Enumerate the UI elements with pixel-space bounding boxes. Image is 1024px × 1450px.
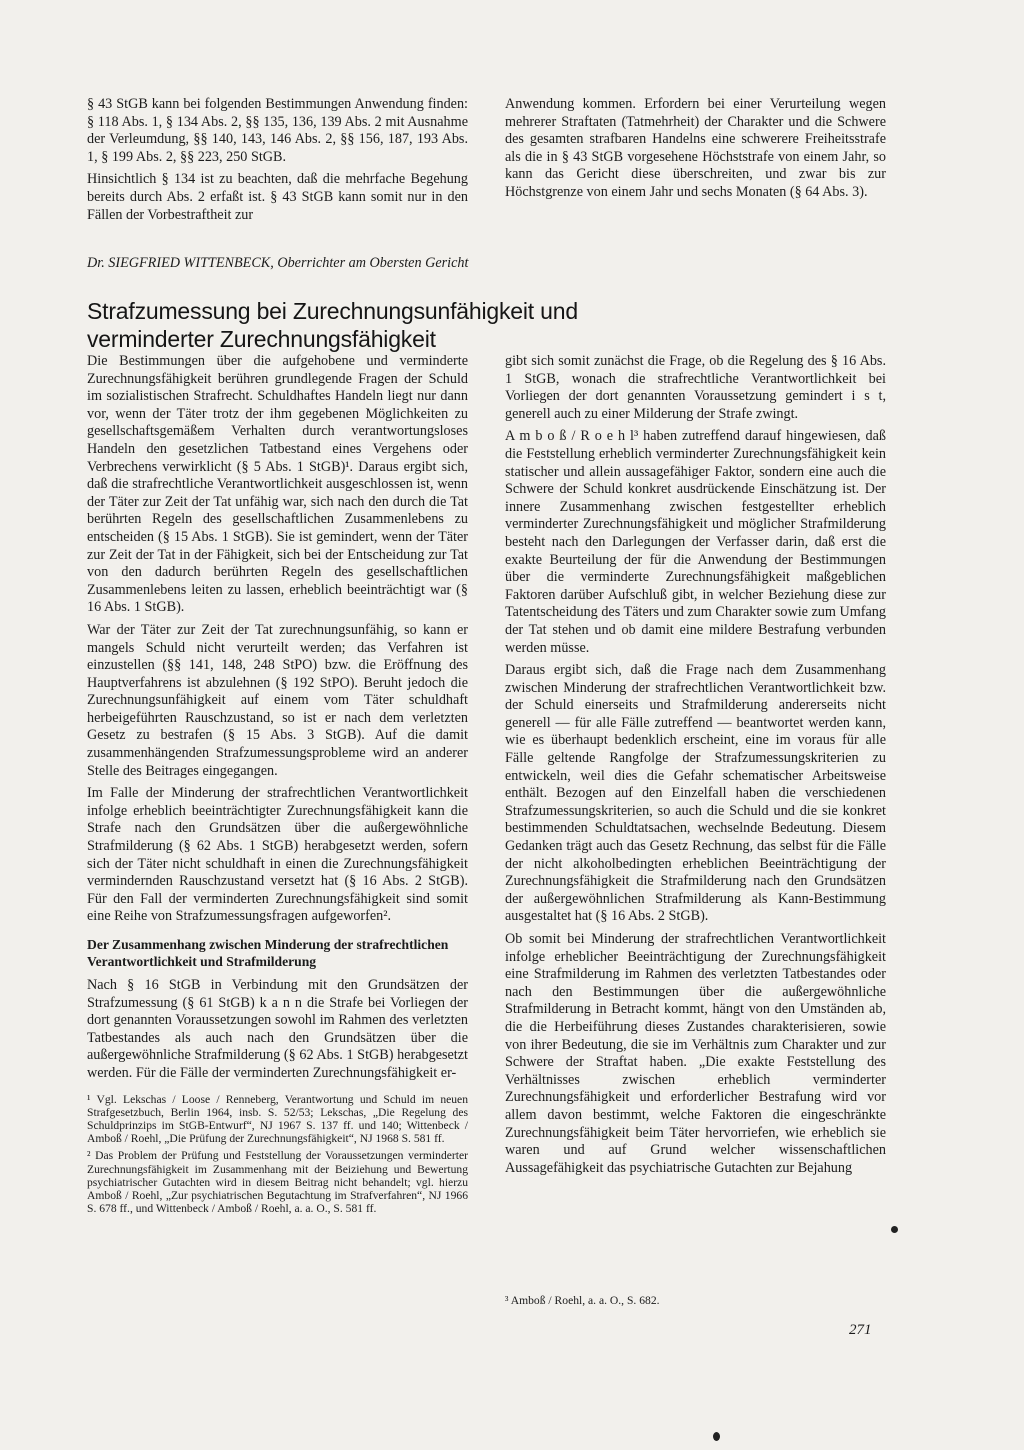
section-paragraph-left: Nach § 16 StGB in Verbindung mit den Grundsätzen der Strafzumessung (§ 61 StGB) k a n n die Strafe bei Vorliegen der dort genannten Voraussetzungen sowohl im Rahmen des verletzten Tatbestandes als auch nach den Grundsätzen über die außergewöhnliche Strafmilderung (§ 62 Abs. 1 StGB) herabgesetzt werden. Für die Fälle der verminderten Zurechnungsfähigkeit er- — [87, 977, 468, 1081]
top-left-paragraph-1: § 43 StGB kann bei folgenden Bestimmungen Anwendung finden: § 118 Abs. 1, § 134 Abs. 2, §§ 135, 136, 139 Abs. 2 mit Ausnahme der Verleumdung, §§ 140, 143, 146 Abs. 2, §§ 156, 187, 193 Abs. 1, § 199 Abs. 2, §§ 223, 250 StGB. — [87, 96, 468, 165]
body-paragraph-3: Im Falle der Minderung der strafrechtlichen Verantwortlichkeit infolge erheblich beeinträchtigter Zurechnungsfähigkeit kann die Strafe nach den Grundsätzen über die außergewöhnliche Strafmilderung (§ 62 Abs. 1 StGB) herabgesetzt werden, sofern sich der Täter nicht schuldhaft in einen die Zurechnungsfähigkeit vermindernden Rauschzustand versetzt hat (§ 16 Abs. 2 StGB). Für den Fall der verminderten Zurechnungsfähigkeit sind somit eine Reihe von Strafzumessungsfragen aufgeworfen². — [87, 785, 468, 925]
section-heading: Der Zusammenhang zwischen Minderung der strafrechtlichen Verantwortlichkeit und Strafmilderung — [87, 937, 449, 969]
right-paragraph-4: Ob somit bei Minderung der strafrechtlichen Verantwortlichkeit infolge erheblicher Beeinträchtigung der Zurechnungsfähigkeit eine Strafmilderung im Rahmen des verletzten Tatbestandes oder nach den Bestimmungen über die außergewöhnliche Strafmilderung in Betracht kommt, hängt von den Umständen ab, die die Herbeiführung dieses Zustandes charakterisieren, sowie von ihrer Bedeutung, die sie im Verhältnis zum Charakter und zur Schwere der Straftat haben. „Die exakte Feststellung des Verhältnisses zwischen erheblich verminderter Zurechnungsfähigkeit und erforderlicher Bestrafung wird vor allem davon bestimmt, welche Faktoren die eingeschränkte Zurechnungsfähigkeit beim Täter hervorriefen, wie erheblich sie waren und auf Grund welcher wissenschaftlichen Aussagefähigkeit das psychiatrische Gutachten zur Bejahung — [505, 931, 886, 1176]
top-left-paragraph-2: Hinsichtlich § 134 ist zu beachten, daß die mehrfache Begehung bereits durch Abs. 2 erfaßt ist. § 43 StGB kann somit nur in den Fällen der Vorbestraftheit zur — [87, 171, 468, 223]
top-right-paragraph-1: Anwendung kommen. Erfordern bei einer Verurteilung wegen mehrerer Straftaten (Tatmehrheit) der Charakter und die Schwere des gesamten strafbaren Handelns eine schwerere Freiheitsstrafe als die in § 43 StGB vorgesehene Höchststrafe von einem Jahr, so kann das Gericht diese überschreiten, und zwar bis zur Höchstgrenze von einem Jahr und sechs Monaten (§ 64 Abs. 3). — [505, 96, 886, 200]
body-paragraph-1: Die Bestimmungen über die aufgehobene und verminderte Zurechnungsfähigkeit berühren grundlegende Fragen der Schuld im sozialistischen Strafrecht. Schuldhaftes Handeln liegt nur dann vor, wenn der Täter trotz der ihm gegebenen Möglichkeiten zu gesellschaftsgemäßem Verhalten durch verantwortungsloses Handeln den gesetzlichen Tatbestand eines Vergehens oder Verbrechens verwirklicht (§ 5 Abs. 1 StGB)¹. Daraus ergibt sich, daß die strafrechtliche Verantwortlichkeit ausgeschlossen ist, wenn der Täter zur Zeit der Tat unfähig war, sich nach den durch die Tat berührten Regeln des gesellschaftlichen Zusammenlebens zu entscheiden (§ 15 Abs. 1 StGB). Sie ist gemindert, wenn der Täter zur Zeit der Tat in der Fähigkeit, sich bei der Entscheidung zur Tat von den dadurch berührten Regeln des gesellschaftlichen Zusammenlebens leiten zu lassen, erheblich beeinträchtigt war (§ 16 Abs. 1 StGB). — [87, 353, 468, 616]
top-left-column — [87, 96, 468, 229]
footnote-1: ¹ Vgl. Lekschas / Loose / Renneberg, Verantwortung und Schuld im neuen Strafgesetzbuch, Berlin 1964, insb. S. 52/53; Lekschas, „Die Regelung des Schuldprinzips im StGB-Entwurf“, NJ 1967 S. 137 ff. und 140; Wittenbeck / Amboß / Roehl, „Die Prüfung der Zurechnungsfähigkeit“, NJ 1968 S. 581 ff. — [87, 1092, 468, 1146]
article-title — [87, 297, 907, 353]
footnote-3: ³ Amboß / Roehl, a. a. O., S. 682. — [505, 1294, 660, 1307]
footnotes-left — [87, 1093, 468, 1216]
body-paragraph-2: War der Täter zur Zeit der Tat zurechnungsunfähig, so kann er mangels Schuld nicht verurteilt werden; das Verfahren ist einzustellen (§§ 141, 148, 248 StPO) bzw. die Eröffnung des Hauptverfahrens ist abzulehnen (§ 192 StPO). Beruht jedoch die Zurechnungsunfähigkeit auf einem vom Täter schuldhaft herbeigeführten Rauschzustand, so ist er nach dem verletzten Gesetz zu bestrafen (§ 15 Abs. 3 StGB). Auf die damit zusammenhängenden Strafzumessungsprobleme wird an anderer Stelle des Beitrages eingegangen. — [87, 621, 468, 779]
article-title-line-2: verminderter Zurechnungsfähigkeit — [87, 326, 436, 353]
page-number: 271 — [849, 1322, 872, 1338]
right-paragraph-1: gibt sich somit zunächst die Frage, ob die Regelung des § 16 Abs. 1 StGB, wonach die strafrechtliche Verantwortlichkeit bei Vorliegen der dort genannten Voraussetzung gemindert i s t, generell auch zu einer Milderung der Strafe zwingt. — [505, 353, 886, 422]
top-right-column — [505, 96, 886, 207]
footnote-2: ² Das Problem der Prüfung und Feststellung der Voraussetzungen verminderter Zurechnungsfähigkeit im Zusammenhang mit der Beiziehung und Bewertung psychiatrischer Gutachten wird in diesem Beitrag nicht behandelt; vgl. hierzu Amboß / Roehl, „Zur psychiatrischen Begutachtung im Strafverfahren“, NJ 1966 S. 678 ff., und Wittenbeck / Amboß / Roehl, a. a. O., S. 581 ff. — [87, 1149, 468, 1216]
right-paragraph-3: Daraus ergibt sich, daß die Frage nach dem Zusammenhang zwischen Minderung der strafrechtlichen Verantwortlichkeit bzw. der Schuld einerseits und Strafmilderung andererseits nicht generell — für alle Fälle zutreffend — beantwortet werden kann, wie es überhaupt bedenklich erscheint, eine im voraus für alle Fälle geltende Rangfolge der Strafzumessungskriterien zu entwickeln, weil dies die Gefahr schematischer Arbeitsweise enthält. Bezogen auf den Einzelfall haben die verschiedenen Strafzumessungskriterien, so auch die Schuld und die sie konkret bestimmenden Schuldtatsachen, wechselnde Bedeutung. Diesem Gedanken trägt auch das Gesetz Rechnung, das selbst für die Fälle der nicht alkoholbedingten erheblichen Beeinträchtigung der Zurechnungsfähigkeit die Strafmilderung nach den Grundsätzen der außergewöhnlichen Strafmilderung als Kann-Bestimmung ausgestaltet hat (§ 16 Abs. 2 StGB). — [505, 662, 886, 925]
author-byline: Dr. SIEGFRIED WITTENBECK, Oberrichter am Obersten Gericht — [87, 255, 469, 271]
article-title-line-1: Strafzumessung bei Zurechnungsunfähigkeit und — [87, 298, 578, 325]
ink-dot-mark-bottom — [713, 1432, 720, 1441]
ink-dot-mark — [891, 1226, 898, 1233]
main-left-column — [87, 353, 468, 1219]
main-right-column — [505, 353, 886, 1182]
right-paragraph-2: A m b o ß / R o e h l³ haben zutreffend darauf hingewiesen, daß die Feststellung erheblich verminderter Zurechnungsfähigkeit kein statischer und allein aussagefähiger Faktor, sondern eine auch die Schwere der Schuld konkret ausdrückende Einschätzung ist. Der innere Zusammenhang zwischen festgestellter erheblich verminderter Zurechnungsfähigkeit und möglicher Strafmilderung besteht nach den Darlegungen der Verfasser darin, daß erst die exakte Beurteilung der für die Anwendung der Bestimmungen über die verminderte Zurechnungsfähigkeit maßgeblichen Faktoren darüber Aufschluß gibt, in welcher Beziehung diese zur Tatentscheidung des Täters und zum Charakter sowie zum Umfang der Tat stehen und ob damit eine mildere Bestrafung verbunden werden müsse. — [505, 428, 886, 656]
